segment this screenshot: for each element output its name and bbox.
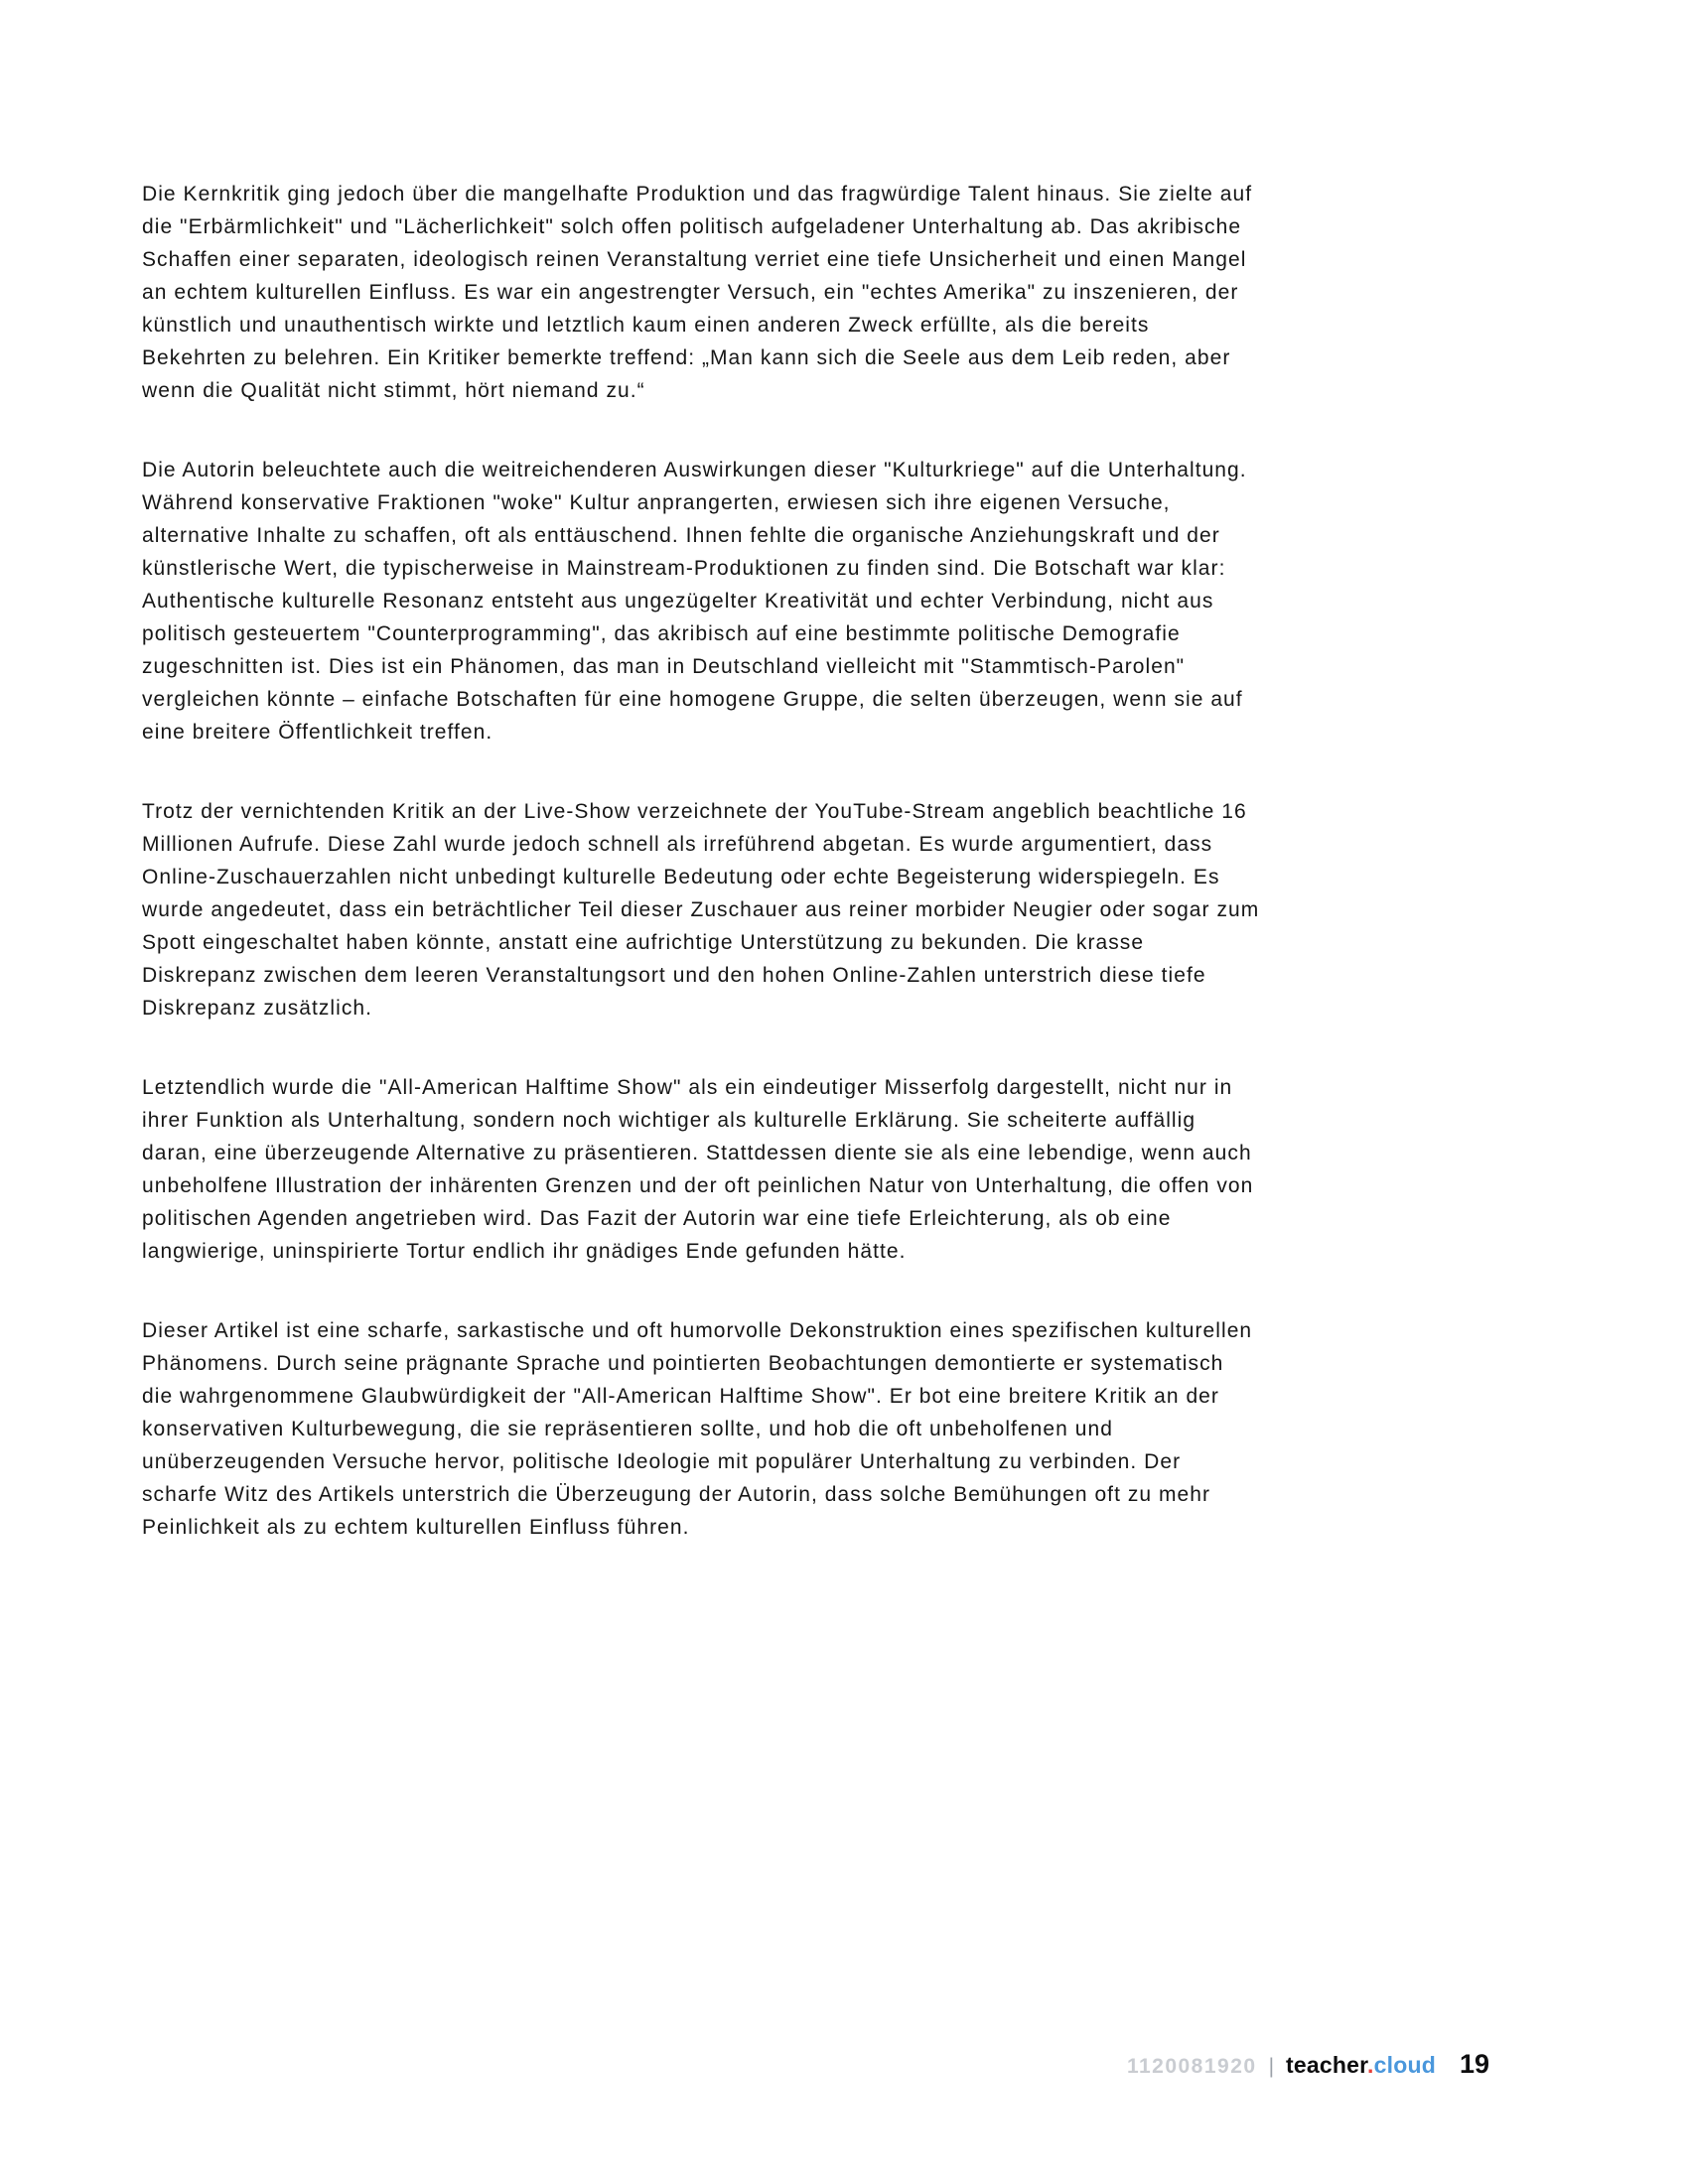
text-line: politisch gesteuertem "Counterprogramming", das akribisch auf eine bestimmte politische Demografie (142, 622, 1181, 645)
text-line: Schaffen einer separaten, ideologisch reinen Veranstaltung verriet eine tiefe Unsicherheit und einen Mangel (142, 248, 1247, 271)
text-line: daran, eine überzeugende Alternative zu präsentieren. Stattdessen diente sie als eine lebendige, wenn auch (142, 1142, 1252, 1164)
text-line: Bekehrten zu belehren. Ein Kritiker bemerkte treffend: „Man kann sich die Seele aus dem Leib reden, aber (142, 346, 1231, 369)
text-line: unbeholfene Illustration der inhärenten Grenzen und der oft peinlichen Natur von Unterhaltung, die offen von (142, 1174, 1254, 1197)
article-body (142, 178, 1512, 1590)
text-line: Während konservative Fraktionen "woke" Kultur anprangerten, erwiesen sich ihre eigenen Versuche, (142, 491, 1171, 514)
text-line: Letztendlich wurde die "All-American Halftime Show" als ein eindeutiger Misserfolg dargestellt, nicht nur in (142, 1076, 1233, 1099)
paragraph (142, 1314, 1512, 1544)
page-footer (1127, 2049, 1489, 2080)
footer-separator: | (1268, 2055, 1275, 2078)
paragraph (142, 178, 1512, 407)
text-line: Millionen Aufrufe. Diese Zahl wurde jedoch schnell als irreführend abgetan. Es wurde argumentiert, dass (142, 833, 1213, 856)
text-line: Phänomens. Durch seine prägnante Sprache und pointierten Beobachtungen demontierte er systematisch (142, 1352, 1224, 1375)
text-line: künstlich und unauthentisch wirkte und letztlich kaum einen anderen Zweck erfüllte, als die bereits (142, 314, 1150, 337)
brand-name-left: teacher (1286, 2052, 1368, 2078)
text-line: ihrer Funktion als Unterhaltung, sondern noch wichtiger als kulturelle Erklärung. Sie scheiterte auffällig (142, 1109, 1196, 1132)
text-line: alternative Inhalte zu schaffen, oft als enttäuschend. Ihnen fehlte die organische Anziehungskraft und der (142, 524, 1220, 547)
text-line: politischen Agenden angetrieben wird. Das Fazit der Autorin war eine tiefe Erleichterung, als ob eine (142, 1207, 1172, 1230)
text-line: langwierige, uninspirierte Tortur endlich ihr gnädiges Ende gefunden hätte. (142, 1240, 907, 1263)
paragraph (142, 454, 1512, 749)
text-line: konservativen Kulturbewegung, die sie repräsentieren sollte, und hob die oft unbeholfenen und (142, 1418, 1113, 1440)
brand-logo (1286, 2052, 1436, 2079)
text-line: Online-Zuschauerzahlen nicht unbedingt kulturelle Bedeutung oder echte Begeisterung widerspiegeln. Es (142, 866, 1220, 888)
text-line: Spott eingeschaltet haben könnte, anstatt eine aufrichtige Unterstützung zu bekunden. Die krasse (142, 931, 1145, 954)
text-line: die "Erbärmlichkeit" und "Lächerlichkeit" solch offen politisch aufgeladener Unterhaltung ab. Das akribische (142, 215, 1242, 238)
text-line: wenn die Qualität nicht stimmt, hört niemand zu.“ (142, 379, 645, 402)
text-line: Trotz der vernichtenden Kritik an der Live-Show verzeichnete der YouTube-Stream angeblich beachtliche 16 (142, 800, 1247, 823)
text-line: Peinlichkeit als zu echtem kulturellen Einfluss führen. (142, 1516, 690, 1539)
brand-name-right: cloud (1373, 2052, 1436, 2078)
text-line: künstlerische Wert, die typischerweise in Mainstream-Produktionen zu finden sind. Die Botschaft war klar: (142, 557, 1226, 580)
text-line: an echtem kulturellen Einfluss. Es war ein angestrengter Versuch, ein "echtes Amerika" zu inszenieren, der (142, 281, 1239, 304)
text-line: Die Autorin beleuchtete auch die weitreichenderen Auswirkungen dieser "Kulturkriege" auf die Unterhaltung. (142, 459, 1247, 481)
text-line: Diskrepanz zusätzlich. (142, 997, 373, 1020)
text-line: unüberzeugenden Versuche hervor, politische Ideologie mit populärer Unterhaltung zu verbinden. Der (142, 1450, 1182, 1473)
text-line: Authentische kulturelle Resonanz entsteht aus ungezügelter Kreativität und echter Verbindung, nicht aus (142, 590, 1214, 613)
paragraph (142, 795, 1512, 1024)
brand-dot: . (1367, 2052, 1374, 2078)
text-line: Die Kernkritik ging jedoch über die mangelhafte Produktion und das fragwürdige Talent hinaus. Sie zielte auf (142, 183, 1253, 205)
text-line: vergleichen könnte – einfache Botschaften für eine homogene Gruppe, die selten überzeugen, wenn sie auf (142, 688, 1243, 711)
paragraph (142, 1071, 1512, 1268)
text-line: die wahrgenommene Glaubwürdigkeit der "All-American Halftime Show". Er bot eine breitere Kritik an der (142, 1385, 1219, 1408)
text-line: Dieser Artikel ist eine scharfe, sarkastische und oft humorvolle Dekonstruktion eines spezifischen kulturellen (142, 1319, 1253, 1342)
document-id: 1120081920 (1126, 2055, 1257, 2078)
text-line: zugeschnitten ist. Dies ist ein Phänomen, das man in Deutschland vielleicht mit "Stammtisch-Parolen" (142, 655, 1186, 678)
page-number: 19 (1459, 2049, 1489, 2079)
text-line: scharfe Witz des Artikels unterstrich die Überzeugung der Autorin, dass solche Bemühungen oft zu mehr (142, 1483, 1211, 1506)
text-line: eine breitere Öffentlichkeit treffen. (142, 721, 493, 744)
text-line: wurde angedeutet, dass ein beträchtlicher Teil dieser Zuschauer aus reiner morbider Neugier oder sogar zum (142, 898, 1260, 921)
text-line: Diskrepanz zwischen dem leeren Veranstaltungsort und den hohen Online-Zahlen unterstrich diese tiefe (142, 964, 1206, 987)
